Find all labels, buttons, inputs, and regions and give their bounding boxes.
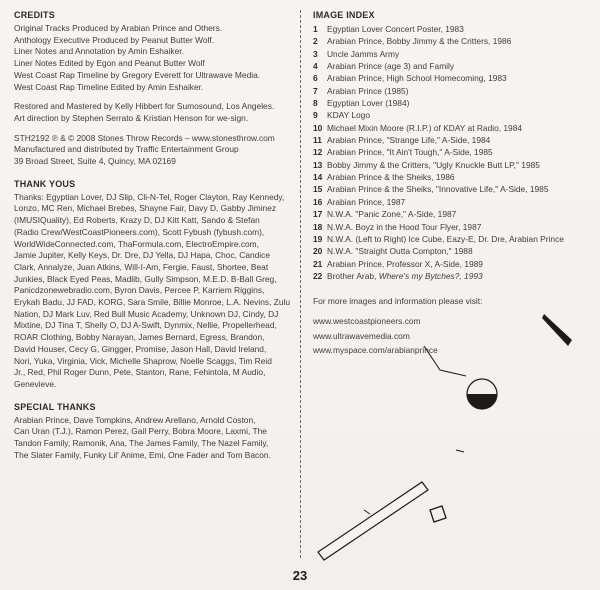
index-number: 4: [313, 61, 318, 72]
credits-line: Manufactured and distributed by Traffic Entertainment Group: [14, 144, 239, 155]
more-info-text: For more images and information please visit:: [313, 296, 483, 307]
half-circle-shape: [467, 379, 497, 409]
list-item: [313, 171, 593, 183]
credits-line: 39 Broad Street, Suite 4, Quincy, MA 02169: [14, 156, 176, 167]
index-number: 22: [313, 270, 323, 281]
thank-yous-line: Panicdzonewebradio.com, Byron Davis, Percee P, Karriem Riggins,: [14, 285, 265, 296]
special-thanks-line: Tandon Family, Ramonik, Ana, The James Family, The Nazel Family,: [14, 438, 269, 449]
long-bar-shape: [318, 482, 428, 560]
credits-line: Restored and Mastered by Kelly Hibbert for Sumosound, Los Angeles.: [14, 101, 275, 112]
index-number: 2: [313, 36, 318, 47]
image-index-heading: IMAGE INDEX: [313, 10, 375, 20]
index-number: 18: [313, 221, 323, 232]
link-myspace-arabianprince[interactable]: www.myspace.com/arabianprince: [313, 344, 438, 355]
dash-mark: [456, 450, 464, 452]
credits-line: Anthology Executive Produced by Peanut Butter Wolf.: [14, 34, 215, 45]
list-item: [313, 122, 593, 134]
thank-yous-line: David Houser, Cecy G, Gingger, Promise, Jason Hall, David Ireland,: [14, 343, 267, 354]
index-caption: N.W.A. Boyz in the Hood Tour Flyer, 1987: [327, 221, 482, 232]
thank-yous-line: Jr., Red, Phil Roger Dunn, Pete, Stanton, Rane, Fehintola, M Audio,: [14, 367, 266, 378]
list-item: [313, 85, 593, 97]
index-caption: N.W.A. "Straight Outta Compton," 1988: [327, 246, 473, 257]
index-caption: KDAY Logo: [327, 110, 370, 121]
list-item: [313, 183, 593, 195]
credits-line: Original Tracks Produced by Arabian Prince and Others.: [14, 23, 223, 33]
credits-line: Liner Notes Edited by Egon and Peanut Butter Wolf: [14, 58, 205, 69]
index-number: 1: [313, 24, 318, 34]
index-caption: Arabian Prince (1985): [327, 85, 409, 96]
index-number: 11: [313, 135, 322, 146]
link-ultrawavemedia[interactable]: www.ultrawavemedia.com: [313, 330, 410, 341]
index-number: 6: [313, 73, 318, 84]
list-item: [313, 196, 593, 208]
thank-yous-line: Erykah Badu, JJ FAD, KORG, Sara Smile, Billie Monroe, L.A. Nevins, Zulu: [14, 297, 291, 308]
thank-yous-text: [14, 192, 290, 391]
index-number: 9: [313, 110, 318, 121]
index-caption-italic: Where's my Bytches?, 1993: [378, 270, 483, 281]
list-item: [313, 23, 593, 35]
index-caption: [327, 270, 483, 282]
thank-yous-line: Thanks: Egyptian Lover, DJ Slip, Cli-N-Tel, Roger Clayton, Ray Kennedy,: [14, 191, 285, 202]
credits-line: West Coast Rap Timeline by Gregory Everett for Ultrawave Media.: [14, 69, 261, 80]
credits-block-label: [14, 133, 290, 168]
scattered-dashes: [364, 450, 464, 514]
black-diamond-shape: [542, 314, 572, 346]
thank-yous-heading: THANK YOUS: [14, 178, 76, 189]
special-thanks-line: The Slater Family, Funky Lil' Anime, Emi, One Fader and Tom Bacon.: [14, 449, 271, 460]
credits-line: STH2192 ℗ & © 2008 Stones Throw Records – www.stonesthrow.com: [14, 132, 275, 143]
list-item: [313, 60, 593, 72]
thank-yous-line: Jamie Jupiter, Kelly Keys, Dr. Dre, DJ Yella, DJ Hapa, Choc, Candice: [14, 250, 271, 261]
list-item: [313, 134, 593, 146]
special-thanks-section: [14, 402, 290, 462]
index-caption: Arabian Prince & the Sheiks, "Innovative Life," A-Side, 1985: [327, 184, 549, 195]
circle-black-half: [467, 394, 497, 409]
dash-mark: [364, 510, 370, 514]
credits-block-mastering: [14, 101, 290, 124]
thank-yous-line: Junkies, Black Eyed Peas, Madlib, Gully Simpson, M.E.D. B-Ball Greg,: [14, 273, 277, 284]
index-caption: N.W.A. (Left to Right) Ice Cube, Eazy-E, Dr. Dre, Arabian Prince: [327, 233, 564, 244]
thank-yous-line: Clark, Annalyze, Juan Atkins, Will-I-Am, Fergie, Faust, Shortee, Beat: [14, 261, 269, 272]
credits-section: [14, 10, 290, 168]
left-column: [14, 10, 290, 473]
thank-yous-line: (Radio Crew/WestCoastPioneers.com), Scott Fybush (fybush.com),: [14, 226, 265, 237]
list-item: [313, 245, 593, 257]
index-number: 20: [313, 246, 323, 257]
index-caption: Arabian Prince, High School Homecoming, 1983: [327, 73, 507, 84]
thank-yous-line: Lonzo, MC Ren, Michael Brebes, Shayne Fair, Davy D, Gabby Jiminez: [14, 203, 277, 214]
credits-heading: CREDITS: [14, 10, 55, 20]
list-item: [313, 208, 593, 220]
index-number: 15: [313, 184, 323, 195]
list-item: [313, 146, 593, 158]
small-square-outline: [430, 506, 446, 522]
index-caption: Arabian Prince, Professor X, A-Side, 1989: [327, 258, 483, 269]
thank-yous-line: Mixtine, DJ Tina T, Shelly O, DJ A-Swift, Dynmix, Nellie, Propellerhead,: [14, 320, 277, 331]
thank-yous-line: Nori, Yuka, Virginia, Vick, Michelle Shaprow, Noelle Scaggs, Tim Reid: [14, 355, 272, 366]
index-number: 16: [313, 196, 323, 207]
zigzag-line: [424, 346, 466, 376]
long-bar-outline: [318, 482, 428, 560]
index-number: 17: [313, 209, 323, 220]
index-number: 14: [313, 172, 323, 183]
index-number: 19: [313, 233, 323, 244]
index-caption: N.W.A. "Panic Zone," A-Side, 1987: [327, 209, 457, 220]
special-thanks-text: [14, 415, 290, 462]
thank-yous-line: ROAR Clothing, Bobby Narayan, James Bernard, Egress, Brandon,: [14, 332, 265, 343]
thank-yous-line: Nation, DJ Mark Luv, Red Bull Music Academy, Unknown DJ, Cindy, DJ: [14, 308, 279, 319]
credits-line: Art direction by Stephen Serrato & Kristian Henson for we-sign.: [14, 112, 249, 123]
index-number: 7: [313, 85, 318, 96]
list-item: [313, 159, 593, 171]
index-number: 10: [313, 122, 323, 133]
list-item: [313, 221, 593, 233]
thank-yous-section: [14, 179, 290, 391]
credits-block-production: [14, 23, 290, 93]
index-caption: Arabian Prince & the Sheiks, 1986: [327, 172, 455, 183]
list-item: [313, 109, 593, 121]
credits-line: West Coast Rap Timeline Edited by Amin Eshaiker.: [14, 81, 204, 92]
list-item: [313, 258, 593, 270]
list-item: [313, 35, 593, 47]
index-caption: Arabian Prince (age 3) and Family: [327, 61, 455, 72]
page-number: 23: [292, 568, 308, 583]
black-parallelogram: [542, 314, 572, 346]
decorative-geometric-art: [300, 300, 600, 568]
list-item: [313, 270, 593, 282]
index-caption: Arabian Prince, 1987: [327, 196, 406, 207]
index-caption-plain: Brother Arab,: [327, 270, 379, 281]
thank-yous-line: Genevieve.: [14, 378, 57, 389]
index-caption: Arabian Prince, "It Ain't Tough," A-Side, 1985: [327, 147, 493, 158]
rotated-square-shape: [430, 506, 446, 522]
special-thanks-line: Arabian Prince, Dave Tompkins, Andrew Arellano, Arnold Coston,: [14, 414, 256, 425]
index-number: 3: [313, 48, 318, 59]
index-caption: Egyptian Lover (1984): [327, 98, 410, 109]
index-number: 13: [313, 159, 323, 170]
special-thanks-line: Can Uran (T.J.), Ramon Perez, Gail Perry, Bobra Moore, Laxmi, The: [14, 426, 267, 437]
list-item: [313, 233, 593, 245]
index-caption: Michael Mixin Moore (R.I.P.) of KDAY at Radio, 1984: [327, 122, 523, 133]
list-item: [313, 48, 593, 60]
index-caption: Bobby Jimmy & the Critters, "Ugly Knuckle Butt LP," 1985: [327, 159, 540, 170]
index-caption: Arabian Prince, Bobby Jimmy & the Critters, 1986: [327, 36, 512, 47]
index-caption: Arabian Prince, "Strange Life," A-Side, 1984: [327, 135, 491, 146]
index-caption: Egyptian Lover Concert Poster, 1983: [327, 24, 464, 34]
credits-line: Liner Notes and Annotation by Amin Eshaiker.: [14, 46, 184, 57]
special-thanks-heading: SPECIAL THANKS: [14, 401, 96, 412]
index-number: 8: [313, 98, 318, 109]
thank-yous-line: WorldWideConnected.com, ThaFormula.com, ElectroEmpire.com,: [14, 238, 259, 249]
index-caption: Uncle Jamms Army: [327, 48, 400, 59]
list-item: [313, 72, 593, 84]
index-number: 21: [313, 258, 323, 269]
link-westcoastpioneers[interactable]: www.westcoastpioneers.com: [313, 316, 421, 327]
thank-yous-line: (IMUSIQuality), Ed Roberts, Krazy D, DJ Kitt Katt, Sando & Stefan: [14, 215, 260, 226]
index-number: 12: [313, 147, 323, 158]
zigzag-stroke: [424, 346, 466, 376]
image-index-list: [313, 23, 593, 282]
list-item: [313, 97, 593, 109]
image-index-section: [313, 10, 593, 282]
